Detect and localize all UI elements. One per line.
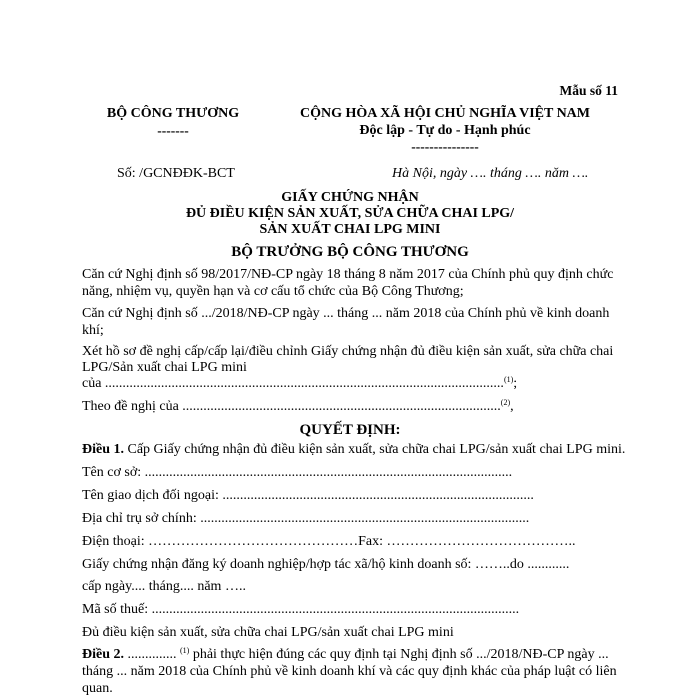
article-2: Điều 2. .............. $^{(1)}$ phải thực hiện đúng các quy định tại Nghị định số .../2018/NĐ-CP ngày ... tháng ... năm 2018 của Chính phủ về kinh doanh khí và các quy định khác của pháp luật có liên quan. [82, 646, 617, 696]
title-line-3: SẢN XUẤT CHAI LPG MINI [259, 222, 441, 237]
place-and-date: Hà Nội, ngày …. tháng …. năm …. [392, 166, 589, 181]
proposal-line: Theo đề nghị của ...........................................................................................$^{(2)}$, [82, 398, 514, 414]
footnote-ref: (2) [500, 398, 511, 407]
form-number: Mẫu số 11 [559, 83, 618, 98]
footnote-ref: (1) [180, 646, 190, 655]
field-phone-fax: Điện thoại: ………………………………………Fax: ………………………………….. [82, 534, 576, 549]
review-line-1: Xét hồ sơ đề nghị cấp/cấp lại/điều chỉnh Giấy chứng nhận đủ điều kiện sản xuất, sửa chữa chai [82, 344, 614, 359]
field-facility-name: Tên cơ sở: ......................................................................................................... [82, 465, 513, 480]
field-address: Địa chỉ trụ sở chính: .............................................................................................. [82, 511, 530, 526]
title-line-2: ĐỦ ĐIỀU KIỆN SẢN XUẤT, SỬA CHỮA CHAI LPG/ [185, 206, 515, 221]
title-line-1: GIẤY CHỨNG NHẬN [281, 190, 419, 205]
decision-heading: QUYẾT ĐỊNH: [299, 422, 401, 438]
field-foreign-name: Tên giao dịch đối ngoại: ......................................................................................... [82, 488, 534, 503]
field-registration-cert: Giấy chứng nhận đăng ký doanh nghiệp/hợp tác xã/hộ kinh doanh số: ……..do ............ [82, 557, 570, 572]
review-line-2: LPG/Sản xuất chai LPG mini [82, 360, 247, 375]
ministry-divider: ------- [157, 123, 189, 138]
review-line-3: của ..................................................................................................................$^{(1)}$; [82, 375, 518, 391]
republic-name: CỘNG HÒA XÃ HỘI CHỦ NGHĨA VIỆT NAM [299, 106, 590, 121]
issuing-authority: BỘ TRƯỞNG BỘ CÔNG THƯƠNG [231, 244, 469, 260]
field-eligibility: Đủ điều kiện sản xuất, sửa chữa chai LPG/sản xuất chai LPG mini [82, 625, 454, 640]
national-motto: Độc lập - Tự do - Hạnh phúc [359, 123, 531, 138]
ministry-name: BỘ CÔNG THƯƠNG [106, 106, 240, 121]
motto-divider: --------------- [411, 139, 479, 154]
field-issue-date: cấp ngày.... tháng.... năm ….. [82, 579, 246, 594]
basis-paragraph-1: Căn cứ Nghị định số 98/2017/NĐ-CP ngày 18 tháng 8 năm 2017 của Chính phủ quy định chức năng, nhiệm vụ, quyền hạn và cơ cấu tổ chức của Bộ Công Thương; [82, 267, 614, 299]
article-1: Điều 1. Cấp Giấy chứng nhận đủ điều kiện sản xuất, sửa chữa chai LPG/sản xuất chai LPG mini. [82, 442, 626, 457]
footnote-ref: (1) [503, 375, 514, 384]
basis-paragraph-2: Căn cứ Nghị định số .../2018/NĐ-CP ngày ... tháng ... năm 2018 của Chính phủ về kinh doanh khí; [82, 306, 610, 338]
document-number: Số: /GCNĐĐK-BCT [117, 166, 235, 181]
field-tax-code: Mã số thuế: ......................................................................................................... [82, 602, 520, 617]
